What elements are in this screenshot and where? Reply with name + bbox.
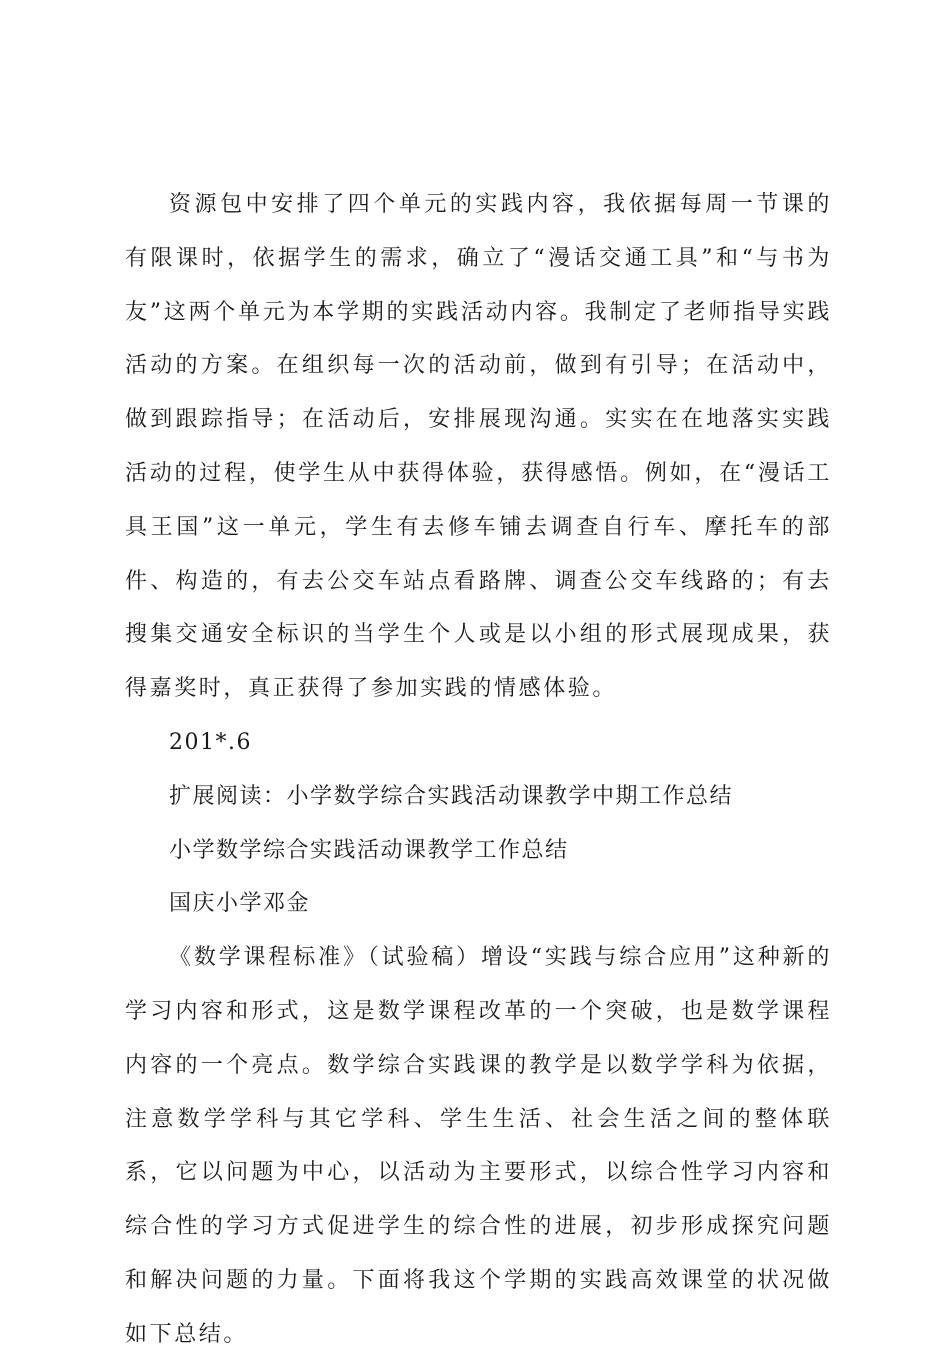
- document-page: [125, 178, 832, 1362]
- author-line: 国庆小学邓金: [169, 891, 311, 917]
- document-title: 小学数学综合实践活动课教学工作总结: [169, 837, 569, 863]
- body-paragraph-curriculum-standard: 《数学课程标准》（试验稿）增设“实践与综合应用”这种新的学习内容和形式，这是数学课程改革的一个突破，也是数学课程内容的一个亮点。数学综合实践课的教学是以数学学科为依据，注意数学学科与其它学科、学生生活、社会生活之间的整体联系，它以问题为中心，以活动为主要形式，以综合性学习内容和综合性的学习方式促进学生的综合性的进展，初步形成探究问题和解决问题的力量。下面将我这个学期的实践高效课堂的状况做如下总结。: [125, 945, 832, 1347]
- body-paragraph-practice-units: 资源包中安排了四个单元的实践内容，我依据每周一节课的有限课时，依据学生的需求，确立了“漫话交通工具”和“与书为友”这两个单元为本学期的实践活动内容。我制定了老师指导实践活动的方案。在组织每一次的活动前，做到有引导；在活动中，做到跟踪指导；在活动后，安排展现沟通。实实在在地落实实践活动的过程，使学生从中获得体验，获得感悟。例如，在“漫话工具王国”这一单元，学生有去修车铺去调查自行车、摩托车的部件、构造的，有去公交车站点看路牌、调查公交车线路的；有去搜集交通安全标识的当学生个人或是以小组的形式展现成果，获得嘉奖时，真正获得了参加实践的情感体验。: [125, 192, 832, 702]
- extended-reading-line: 扩展阅读：小学数学综合实践活动课教学中期工作总结: [169, 783, 734, 809]
- date-line: 201*.6: [169, 729, 252, 755]
